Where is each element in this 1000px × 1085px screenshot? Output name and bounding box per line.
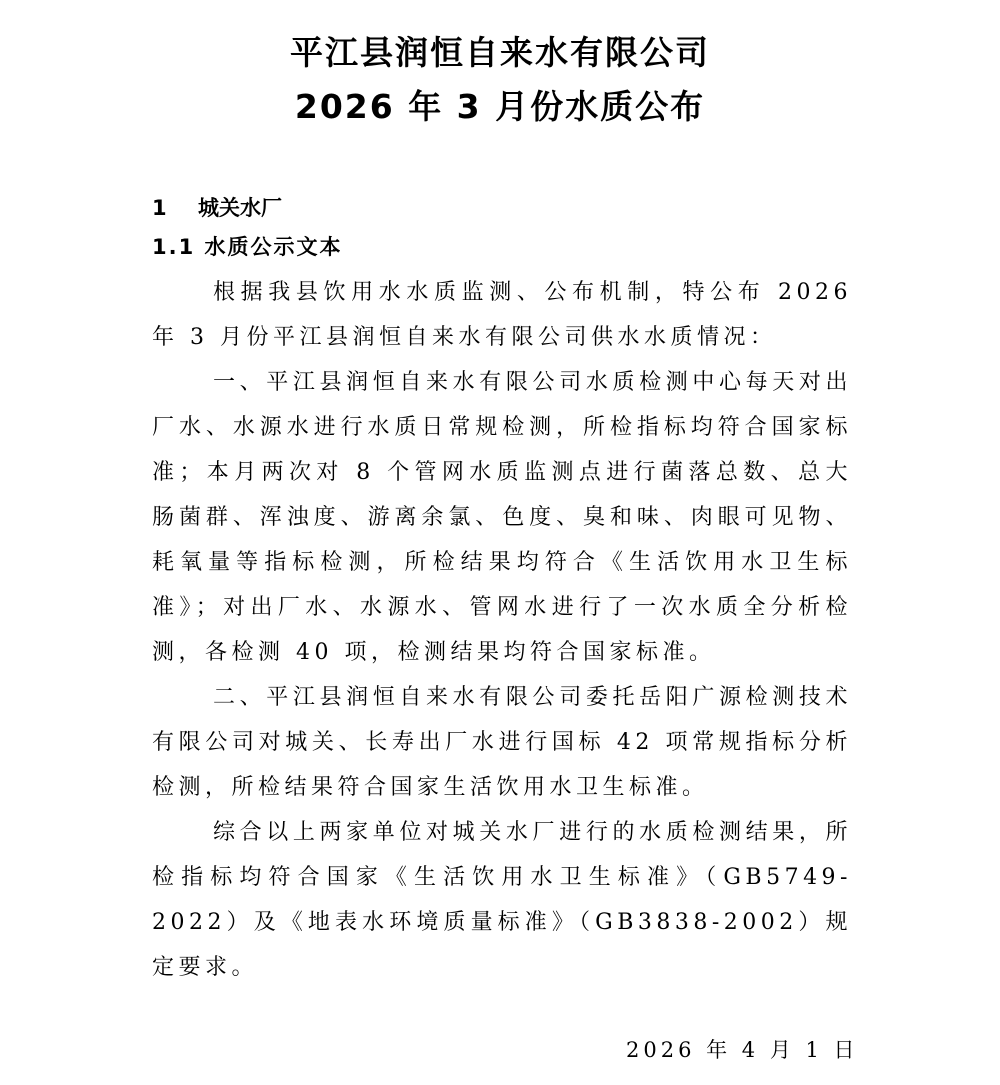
section-title: 城关水厂 [198,196,282,220]
document-subtitle: 2026 年 3 月份水质公布 [294,87,706,126]
subsection-heading: 1.1 水质公示文本 [152,235,343,259]
paragraph-item-2: 二、平江县润恒自来水有限公司委托岳阳广源检测技术有限公司对城关、长寿出厂水进行国标 42 项常规指标分析检测，所检结果符合国家生活饮用水卫生标准。 [152,685,852,800]
body-text [152,270,852,990]
section-number: 1 [152,196,167,220]
document-date: 2026 年 4 月 1 日 [626,1038,859,1062]
document-title: 平江县润恒自来水有限公司 [290,33,710,72]
paragraph-conclusion: 综合以上两家单位对城关水厂进行的水质检测结果，所检指标均符合国家《生活饮用水卫生标准》（GB5749-2022）及《地表水环境质量标准》（GB3838-2002）规定要求。 [152,820,852,980]
paragraph-item-1: 一、平江县润恒自来水有限公司水质检测中心每天对出厂水、水源水进行水质日常规检测，所检指标均符合国家标准；本月两次对 8 个管网水质监测点进行菌落总数、总大肠菌群、浑浊度、游离余氯、色度、臭和味、肉眼可见物、耗氧量等指标检测，所检结果均符合《生活饮用水卫生标准》；对出厂水、水源水、管网水进行了一次水质全分析检测，各检测 40 项，检测结果均符合国家标准。 [152,370,852,665]
paragraph-intro: 根据我县饮用水水质监测、公布机制，特公布 2026 年 3 月份平江县润恒自来水有限公司供水水质情况： [152,280,852,350]
section-heading [152,198,282,219]
